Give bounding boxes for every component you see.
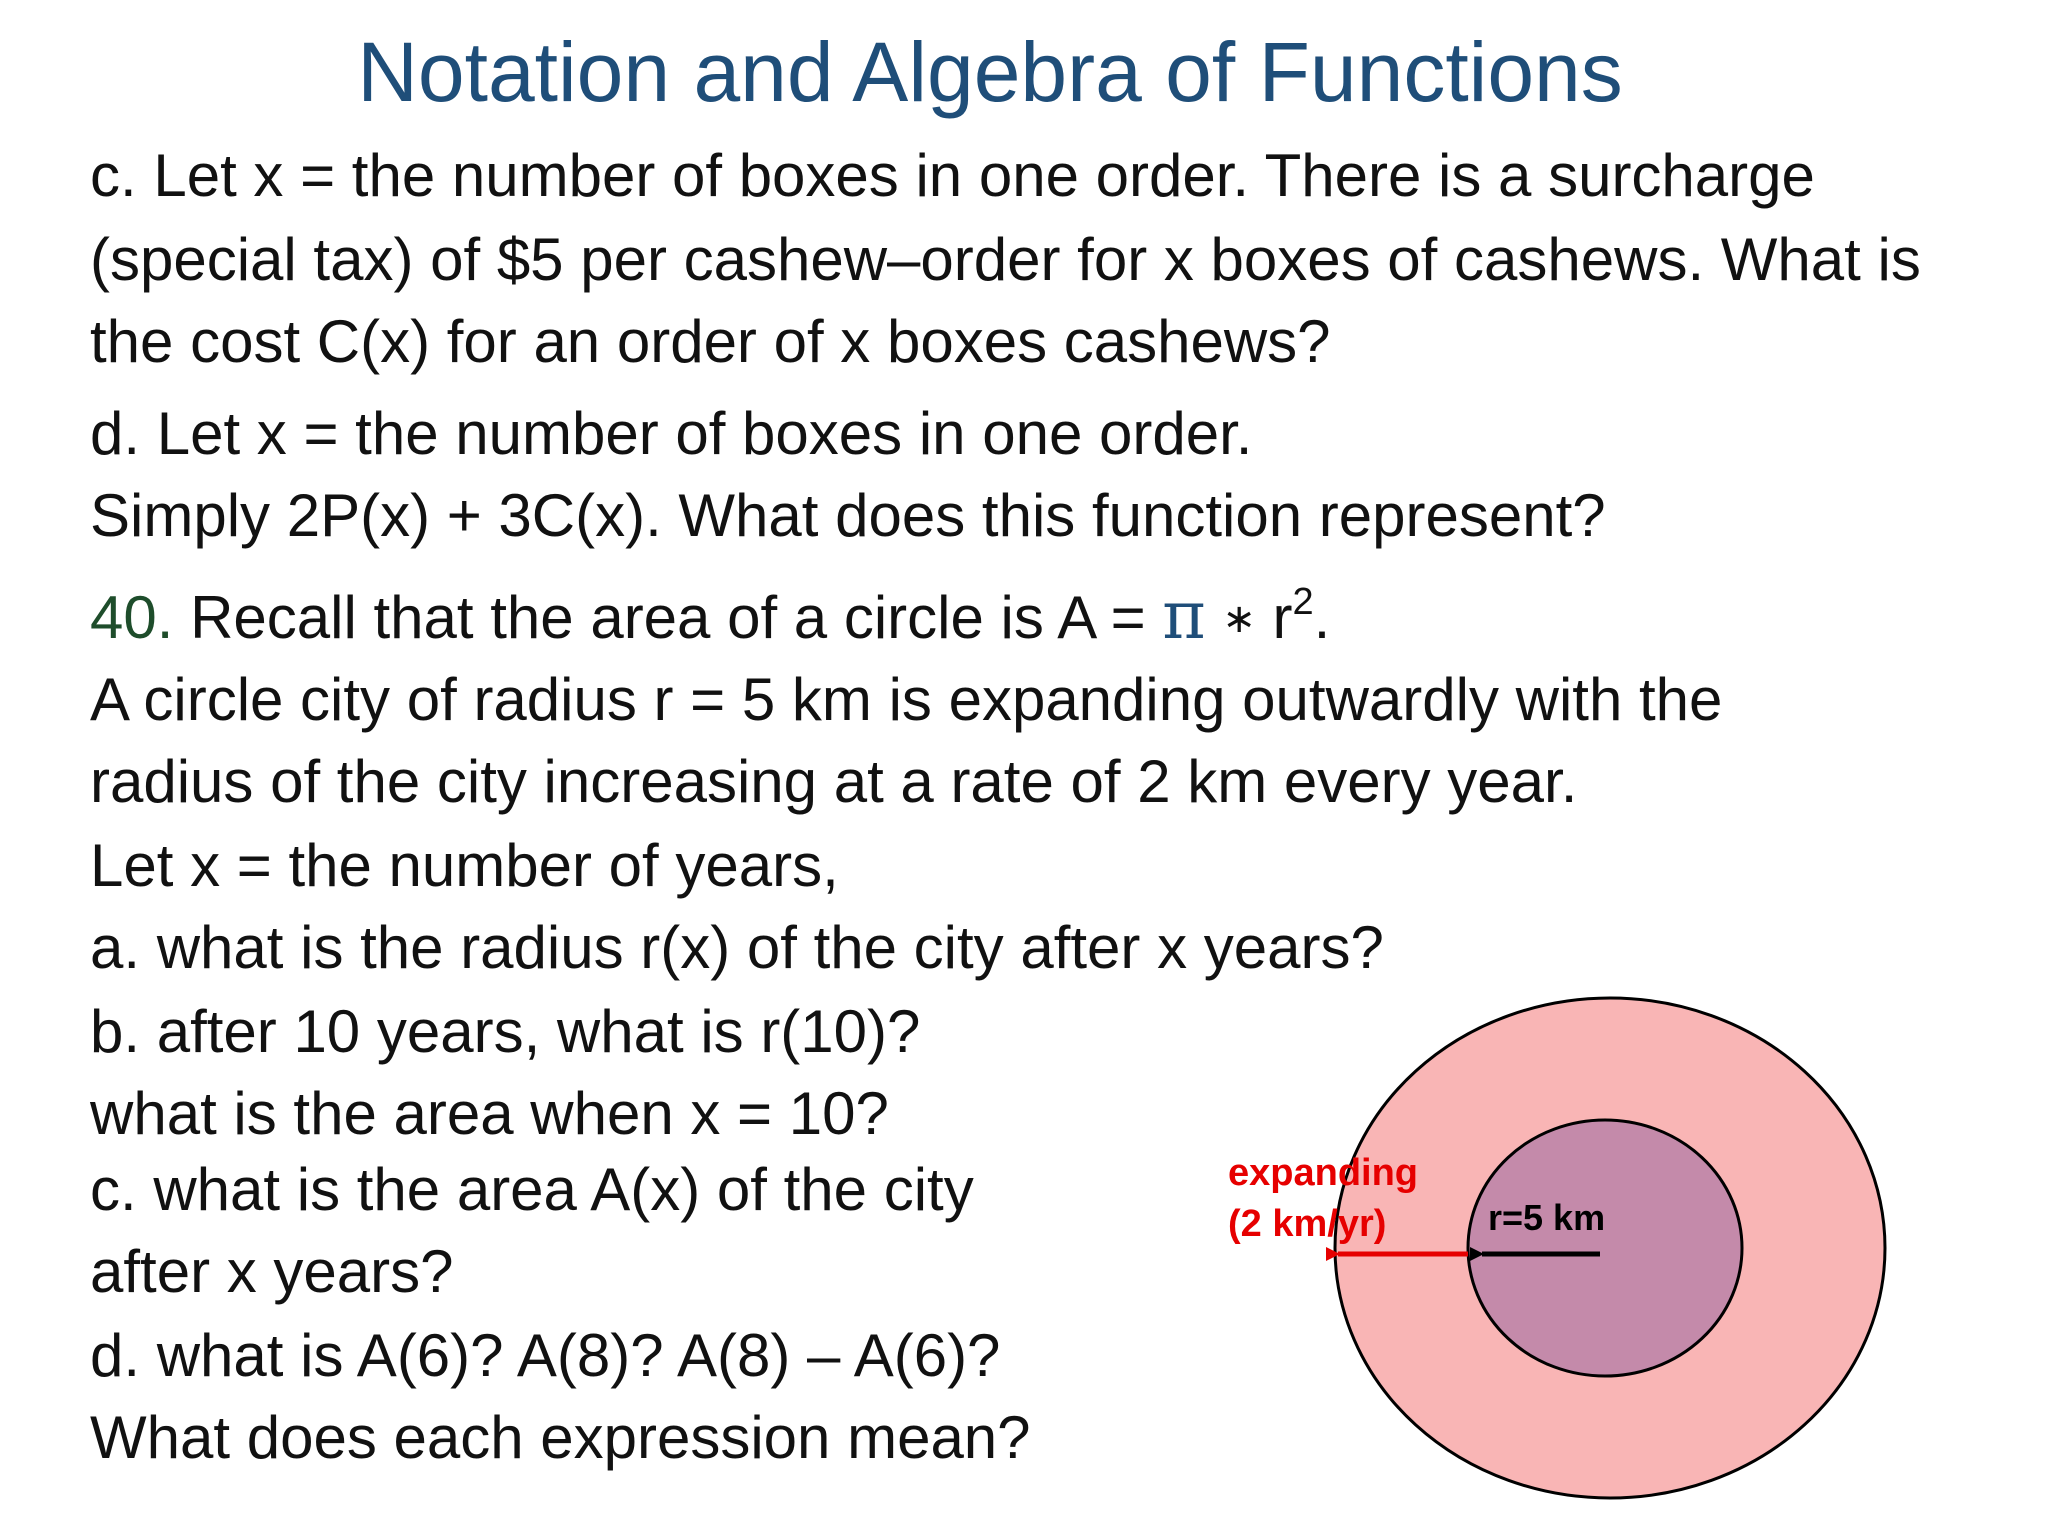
slide-title: Notation and Algebra of Functions <box>357 25 1623 119</box>
exponent: 2 <box>1292 581 1314 623</box>
expanding-label-line-1: expanding <box>1228 1152 1419 1194</box>
expanding-label-line-2: (2 km/yr) <box>1228 1203 1387 1245</box>
problem-40-line-9: after x years? <box>90 1238 454 1305</box>
part-d-line-1: d. Let x = the number of boxes in one order. <box>90 400 1253 467</box>
radius-label: r=5 km <box>1488 1197 1606 1238</box>
problem-40-line-10: d. what is A(6)? A(8)? A(8) – A(6)? <box>90 1322 1001 1389</box>
radius-symbol: r <box>1272 584 1293 651</box>
expanding-city-diagram <box>1200 980 1900 1520</box>
part-d-line-2: Simply 2P(x) + 3C(x). What does this function represent? <box>90 482 1606 549</box>
area-formula-intro: Recall that the area of a circle is A = <box>190 584 1146 651</box>
problem-40-line-7: what is the area when x = 10? <box>90 1080 889 1147</box>
problem-40-line-3: radius of the city increasing at a rate of 2 km every year. <box>90 748 1578 815</box>
problem-40-line-1 <box>90 577 1331 655</box>
part-c-line-3: the cost C(x) for an order of x boxes cashews? <box>90 308 1331 375</box>
problem-40-line-2: A circle city of radius r = 5 km is expanding outwardly with the <box>90 666 1723 733</box>
multiply-symbol: ∗ <box>1222 597 1256 641</box>
problem-40-line-11: What does each expression mean? <box>90 1404 1031 1471</box>
part-c-line-2: (special tax) of $5 per cashew–order for x boxes of cashews. What is <box>90 226 1921 293</box>
pi-symbol: π <box>1162 577 1206 654</box>
problem-number: 40. <box>90 584 174 651</box>
problem-40-line-6: b. after 10 years, what is r(10)? <box>90 998 921 1065</box>
part-c-line-1: c. Let x = the number of boxes in one order. There is a surcharge <box>90 142 1815 209</box>
formula-period: . <box>1313 584 1331 651</box>
problem-40-line-8: c. what is the area A(x) of the city <box>90 1156 974 1223</box>
inner-city-circle <box>1468 1120 1742 1376</box>
city-circles-svg <box>1200 980 1900 1520</box>
problem-40-line-5: a. what is the radius r(x) of the city after x years? <box>90 914 1384 981</box>
problem-40-line-4: Let x = the number of years, <box>90 832 839 899</box>
